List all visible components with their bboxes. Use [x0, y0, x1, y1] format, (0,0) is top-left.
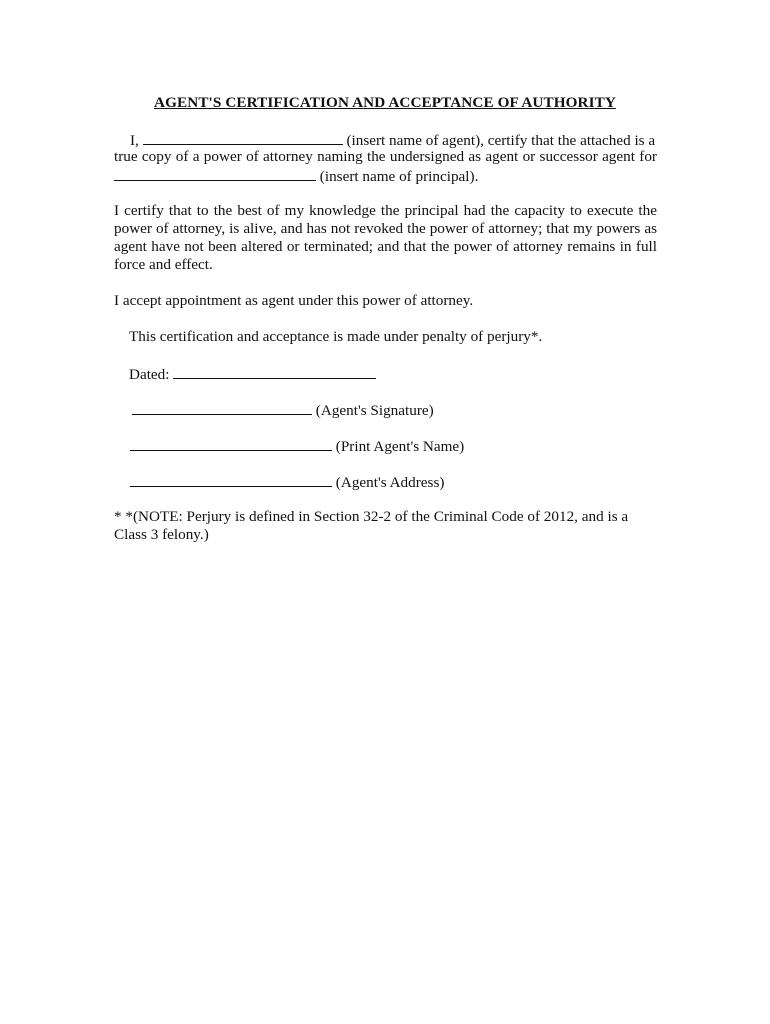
signature-label: (Agent's Signature): [315, 402, 434, 419]
principal-name-line: [114, 166, 478, 186]
signature-line: [132, 400, 434, 420]
signature-blank[interactable]: [132, 400, 312, 415]
note-line2: Class 3 felony.): [114, 526, 209, 543]
agent-name-label: (insert name of agent), certify that the attached is a: [346, 132, 656, 149]
pronoun-text: I,: [130, 132, 139, 149]
para2-line2: power of attorney, is alive, and has not revoked the power of attorney; that my powers as: [114, 220, 657, 237]
para1-line2: true copy of a power of attorney naming the undersigned as agent or successor agent for: [114, 148, 657, 165]
agent-name-blank[interactable]: [143, 130, 343, 145]
acceptance-statement: I accept appointment as agent under this power of attorney.: [114, 292, 474, 309]
address-line: [130, 472, 444, 492]
penalty-statement: This certification and acceptance is made under penalty of perjury*.: [129, 328, 543, 345]
para2-line3: agent have not been altered or terminated; and that the power of attorney remains in full: [114, 238, 657, 255]
note-line1: * *(NOTE: Perjury is defined in Section 32-2 of the Criminal Code of 2012, and is a: [114, 508, 629, 525]
address-label: (Agent's Address): [335, 474, 445, 491]
principal-name-label: (insert name of principal).: [319, 168, 479, 185]
dated-line: [129, 364, 376, 384]
principal-name-blank[interactable]: [114, 166, 316, 181]
print-name-label: (Print Agent's Name): [335, 438, 465, 455]
document-title: AGENT'S CERTIFICATION AND ACCEPTANCE OF AUTHORITY: [154, 94, 616, 111]
para2-line4: force and effect.: [114, 256, 213, 273]
address-blank[interactable]: [130, 472, 332, 487]
print-name-blank[interactable]: [130, 436, 332, 451]
para2-line1: I certify that to the best of my knowledge the principal had the capacity to execute the: [114, 202, 657, 219]
dated-label: Dated:: [129, 366, 170, 383]
agent-name-line: [130, 130, 655, 150]
print-name-line: [130, 436, 464, 456]
dated-blank[interactable]: [173, 364, 376, 379]
